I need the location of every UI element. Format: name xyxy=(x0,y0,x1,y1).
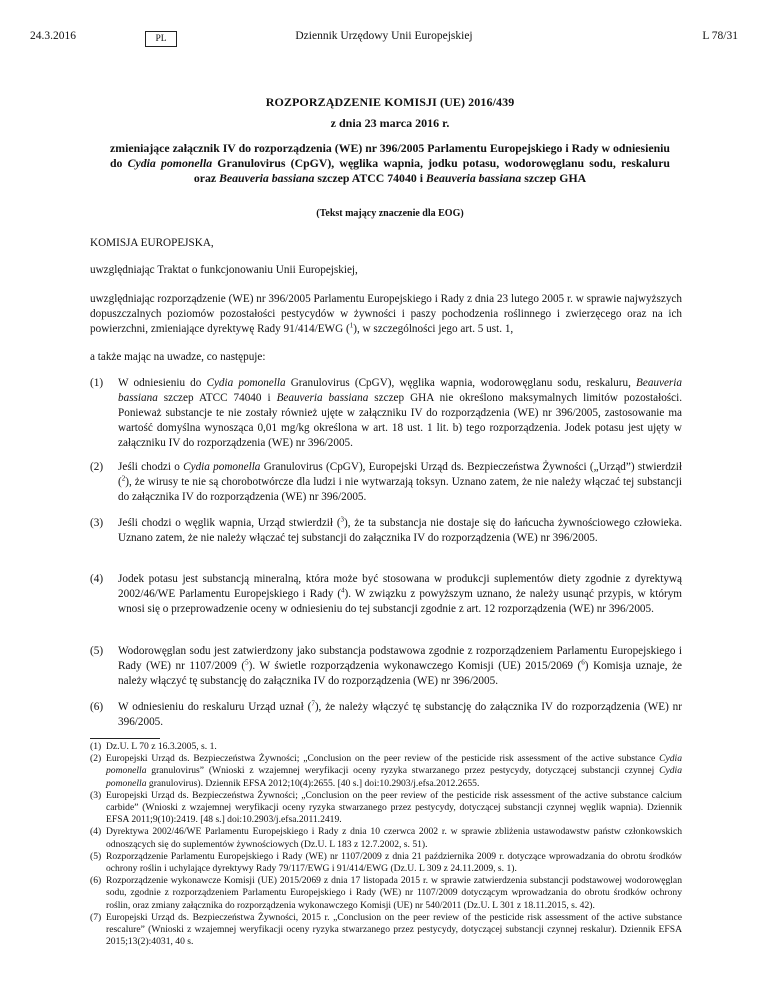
recital-text: W odniesieniu do reskaluru Urząd uznał ($^7$), że należy włączyć tę substancję do załącznika IV do rozporządzenia (WE) nr 396/2005. xyxy=(118,699,682,728)
footnote: (6) Rozporządzenie wykonawcze Komisji (UE) 2015/2069 z dnia 17 listopada 2015 r. w sprawie zatwierdzenia substancji podstawowej wodorowęglan sodu, zgodnie z rozporządzeniem Parlamentu Europejskiego i Rady (WE) nr 1107/2009 dotyczącym wprowadzania do obrotu środków ochrony roślin, oraz zmiany załącznika do rozporządzenia wykonawczego Komisji (UE) nr 540/2011 (Dz.U. L 301 z 18.11.2015, s. 42). xyxy=(90,875,682,911)
language-badge: PL xyxy=(145,31,177,47)
recital-text: Jeśli chodzi o Cydia pomonella Granulovirus (CpGV), Europejski Urząd ds. Bezpieczeństwa Żywności („Urząd”) stwierdził ($^2$), że wirusy te nie są chorobotwórcze dla ludzi i nie wytwarzają toksyn. Uznano zatem, że nie należy włączać tej substancji do załącznika IV do rozporządzenia (WE) nr 396/2005. xyxy=(118,461,682,503)
recital-number: (1) xyxy=(90,377,104,389)
recital-number: (2) xyxy=(90,461,104,473)
footnotes xyxy=(90,741,682,948)
footnote: (4) Dyrektywa 2002/46/WE Parlamentu Europejskiego i Rady z dnia 10 czerwca 2002 r. w sprawie zbliżenia ustawodawstw państw członkowskich odnoszących się do suplementów żywnościowych (Dz.U. L 183 z 12.7.2002, s. 51). xyxy=(90,826,682,850)
footnote: (7) Europejski Urząd ds. Bezpieczeństwa Żywności, 2015 r. „Conclusion on the peer review of the pesticide risk assessment of the active substance rescalure” (Wnioski z wzajemnej weryfikacji oceny ryzyka stwarzanego przez pestycydy, dotyczącej substancji czynnej reskalur). Dziennik EFSA 2015;13(2):4031, 40 s. xyxy=(90,911,682,948)
recital-text: Jodek potasu jest substancją mineralną, która może być stosowana w produkcji suplementów diety zgodnie z dyrektywą 2002/46/WE Parlamentu Europejskiego i Rady ($^4$). W związku z powyższym uznano, że należy usunąć przypis, w którym wnosi się o przeprowadzenie oceny w odniesieniu do tej substancji zgodnie z art. 12 rozporządzenia (WE) nr 396/2005. xyxy=(118,573,682,615)
recital-text: W odniesieniu do Cydia pomonella Granulovirus (CpGV), węglika wapnia, wodorowęglanu sodu, reskaluru, Beauveria bassiana szczep ATCC 74040 i Beauveria bassiana szczep GHA nie określono maksymalnych limitów pozostałości. Ponieważ substancje te nie zostały również ujęte w załączniku IV do rozporządzenia (WE) nr 396/2005, zastosowanie ma wartość domyślna wynosząca 0,01 mg/kg określona w art. 18 ust. 1 lit. b) tego rozporządzenia. Jodek potasu jest ujęty w załączniku IV do rozporządzenia (WE) nr 396/2005. xyxy=(118,377,683,449)
eea-relevance: (Tekst mający znaczenie dla EOG) xyxy=(316,208,464,219)
footnote: (1) Dz.U. L 70 z 16.3.2005, s. 1. xyxy=(90,741,217,752)
preamble-commission: KOMISJA EUROPEJSKA, xyxy=(90,237,214,249)
regulation-date: z dnia 23 marca 2016 r. xyxy=(330,116,450,130)
header-date: 24.3.2016 xyxy=(30,30,76,42)
recital-number: (6) xyxy=(90,701,104,713)
footnote: (5) Rozporządzenie Parlamentu Europejskiego i Rady (WE) nr 1107/2009 z dnia 21 października 2009 r. dotyczące wprowadzania do obrotu środków ochrony roślin i uchylające dyrektywy Rady 79/117/EWG i 91/414/EWG (Dz.U. L 309 z 24.11.2009, s. 1). xyxy=(90,850,682,875)
journal-title: Dziennik Urzędowy Unii Europejskiej xyxy=(295,30,473,42)
footnote: (3) Europejski Urząd ds. Bezpieczeństwa Żywności; „Conclusion on the peer review of the pesticide risk assessment of the active substance calcium carbide” (Wnioski z wzajemnej weryfikacji oceny ryzyka stwarzanego przez pestycydy, dotyczącej substancji czynnej węglik wapnia). Dziennik EFSA 2011;9(10):2419. [48 s.] doi:10.2903/j.efsa.2011.2419. xyxy=(90,789,682,826)
page-number: L 78/31 xyxy=(702,30,738,42)
footnote: (2) Europejski Urząd ds. Bezpieczeństwa Żywności; „Conclusion on the peer review of the pesticide risk assessment of the active substance Cydia pomonella granulovirus” (Wnioski z wzajemnej weryfikacji oceny ryzyka stwarzanego przez pestycydy, dotyczącej substancji czynnej Cydia pomonella granulovirus). Dziennik EFSA 2012;10(4):2655. [40 s.] doi:10.2903/j.efsa.2012.2655. xyxy=(90,753,682,789)
recital-text: Wodorowęglan sodu jest zatwierdzony jako substancja podstawowa zgodnie z rozporządzeniem Parlamentu Europejskiego i Rady (WE) nr 1107/2009 ($^5$). W świetle rozporządzenia wykonawczego Komisji (UE) 2015/2069 ($^6$) Komisja uznaje, że należy włączyć tę substancję do załącznika IV do rozporządzenia (WE) nr 396/2005. xyxy=(118,645,682,687)
regulation-title: ROZPORZĄDZENIE KOMISJI (UE) 2016/439 xyxy=(265,95,515,109)
preamble-regulation: uwzględniając rozporządzenie (WE) nr 396/2005 Parlamentu Europejskiego i Rady z dnia 23 lutego 2005 r. w sprawie najwyższych dopuszczalnych poziomów pozostałości pestycydów w żywności i paszy pochodzenia roślinnego i zwierzęcego oraz na ich powierzchni, zmieniające dyrektywę Rady 91/414/EWG ($^1$), w szczególności jego art. 5 ust. 1, xyxy=(90,293,682,335)
footnote-separator xyxy=(90,738,160,739)
preamble-whereas: a także mając na uwadze, co następuje: xyxy=(90,351,266,363)
recital-number: (3) xyxy=(90,517,104,529)
recital-number: (4) xyxy=(90,573,104,585)
preamble-treaty: uwzględniając Traktat o funkcjonowaniu Unii Europejskiej, xyxy=(90,264,358,276)
recital-number: (5) xyxy=(90,645,104,657)
regulation-subject: zmieniające załącznik IV do rozporządzenia (WE) nr 396/2005 Parlamentu Europejskiego i Rady w odniesieniu do Cydia pomonella Granulovirus (CpGV), węglika wapnia, jodku potasu, wodorowęglanu sodu, reskaluru oraz Beauveria bassiana szczep ATCC 74040 i Beauveria bassiana szczep GHA xyxy=(110,141,670,185)
recital-text: Jeśli chodzi o węglik wapnia, Urząd stwierdził ($^3$), że ta substancja nie dostaje się do łańcucha żywnościowego człowieka. Uznano zatem, że nie należy włączać tej substancji do załącznika IV do rozporządzenia (WE) nr 396/2005. xyxy=(118,515,682,544)
